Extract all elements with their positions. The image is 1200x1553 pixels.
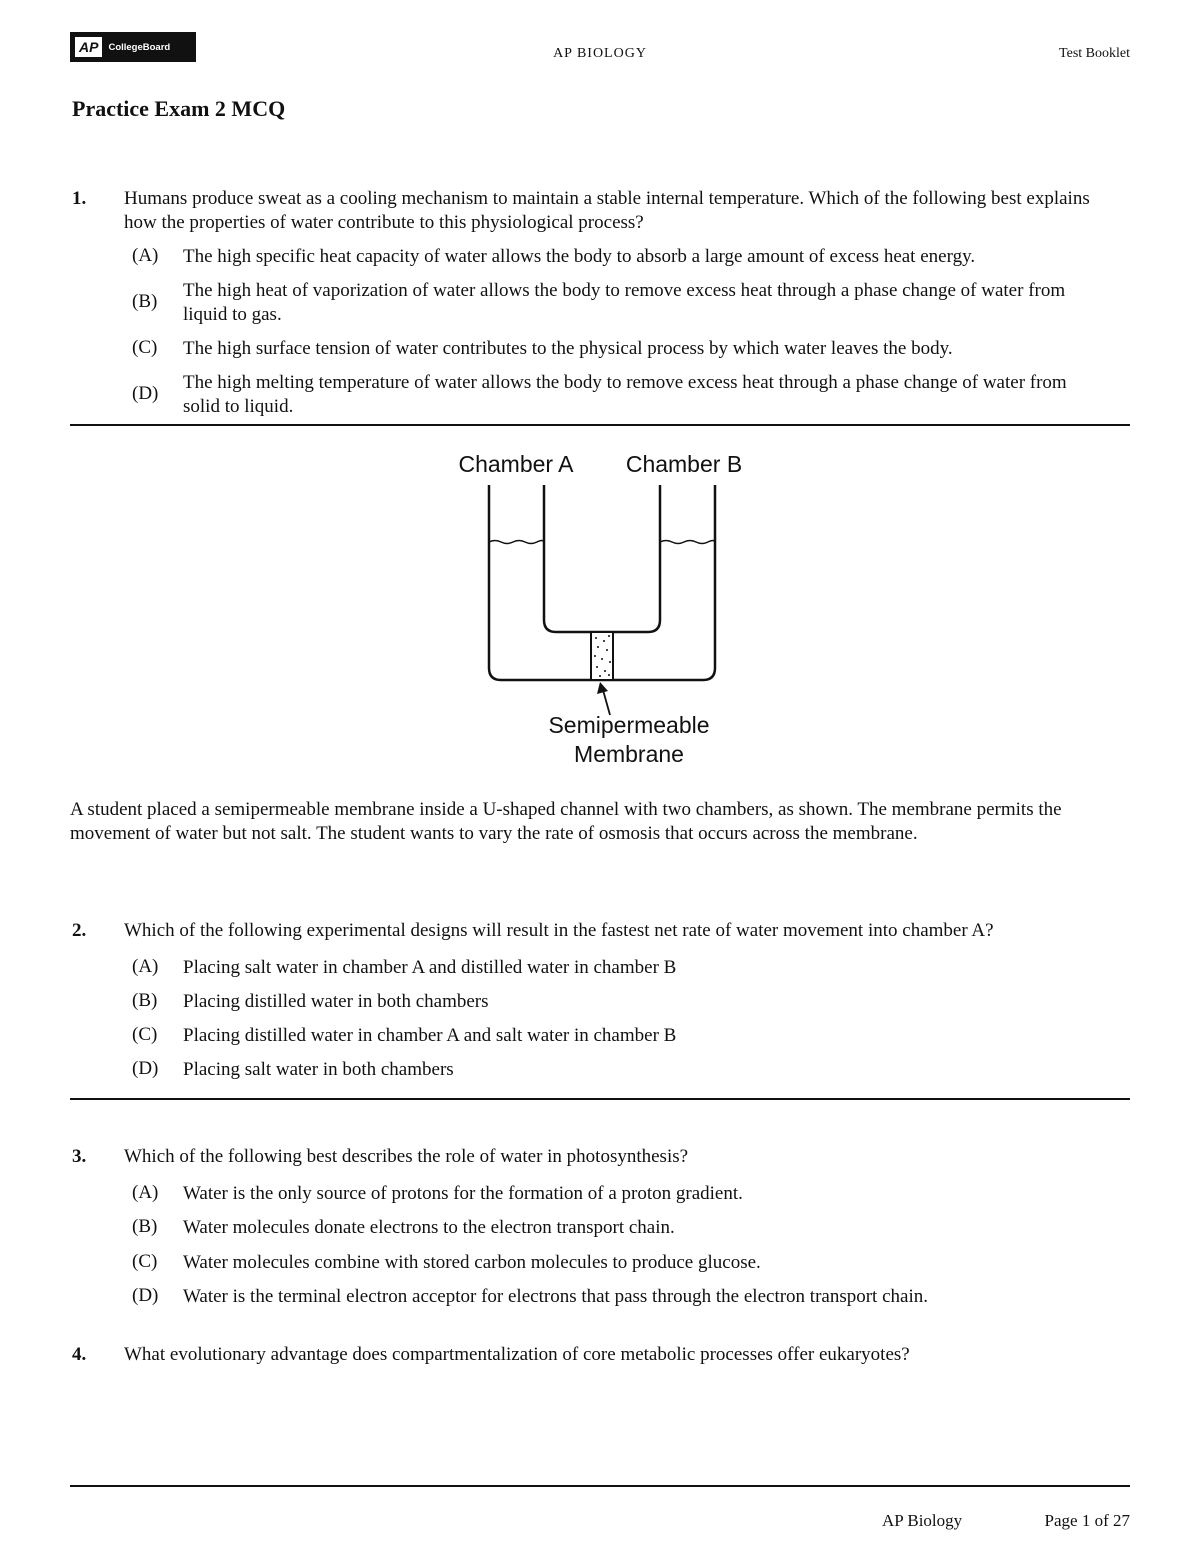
header-booklet: Test Booklet xyxy=(1059,46,1130,61)
section-divider xyxy=(70,1098,1130,1100)
q1-option-a-text[interactable]: The high specific heat capacity of water allows the body to absorb a large amount of excess heat energy. xyxy=(183,246,976,267)
membrane-label-line2: Membrane xyxy=(574,741,684,767)
q3-option-d-letter[interactable]: (D) xyxy=(132,1285,159,1306)
chamber-b-water-level xyxy=(660,541,715,544)
q1-option-d-letter[interactable]: (D) xyxy=(132,383,159,404)
q2-option-d-text[interactable]: Placing salt water in both chambers xyxy=(183,1059,454,1080)
q2-option-a-text[interactable]: Placing salt water in chamber A and distilled water in chamber B xyxy=(183,957,677,978)
question-4-number: 4. xyxy=(72,1344,87,1365)
q1-option-a-letter[interactable]: (A) xyxy=(132,245,159,266)
q3-option-b-text[interactable]: Water molecules donate electrons to the electron transport chain. xyxy=(183,1217,675,1238)
question-2-text: Which of the following experimental designs will result in the fastest net rate of water movement into chamber A? xyxy=(124,920,994,941)
q3-option-a-letter[interactable]: (A) xyxy=(132,1182,159,1203)
ap-logo-mark: AP xyxy=(75,37,102,57)
q3-option-c-letter[interactable]: (C) xyxy=(132,1251,158,1272)
q2-option-b-text[interactable]: Placing distilled water in both chambers xyxy=(183,991,489,1012)
q3-option-c-text[interactable]: Water molecules combine with stored carbon molecules to produce glucose. xyxy=(183,1252,761,1273)
question-1-text: Humans produce sweat as a cooling mechanism to maintain a stable internal temperature. Which of the following best explains how the properties of water contribute to this physiological process? xyxy=(124,188,1090,233)
chamber-a-label: Chamber A xyxy=(458,451,574,477)
q1-option-c-text[interactable]: The high surface tension of water contributes to the physical process by which water leaves the body. xyxy=(183,338,953,359)
question-3-text: Which of the following best describes the role of water in photosynthesis? xyxy=(124,1146,689,1167)
stimulus-text: A student placed a semipermeable membrane inside a U-shaped channel with two chambers, as shown. The membrane permits the movement of water but not salt. The student wants to vary the rate of osmosis that occurs across the membrane. xyxy=(70,799,1062,844)
u-tube-diagram xyxy=(440,440,770,780)
q2-option-a-letter[interactable]: (A) xyxy=(132,956,159,977)
college-board-wordmark: CollegeBoard xyxy=(108,41,171,53)
question-4-text: What evolutionary advantage does compartmentalization of core metabolic processes offer eukaryotes? xyxy=(124,1344,910,1365)
footer-subject: AP Biology xyxy=(882,1511,963,1530)
q2-option-d-letter[interactable]: (D) xyxy=(132,1058,159,1079)
question-2-number: 2. xyxy=(72,920,87,941)
membrane-label-line1: Semipermeable xyxy=(548,712,710,738)
q3-option-b-letter[interactable]: (B) xyxy=(132,1216,158,1237)
q1-option-d-text[interactable]: The high melting temperature of water allows the body to remove excess heat through a phase change of water from solid to liquid. xyxy=(183,372,1067,417)
page-number: Page 1 of 27 xyxy=(1044,1511,1130,1530)
section-divider xyxy=(70,424,1130,426)
membrane-arrow-head xyxy=(597,682,608,694)
page-title: Practice Exam 2 MCQ xyxy=(72,96,286,121)
q2-option-c-text[interactable]: Placing distilled water in chamber A and salt water in chamber B xyxy=(183,1025,677,1046)
question-3-number: 3. xyxy=(72,1146,87,1167)
q1-option-b-letter[interactable]: (B) xyxy=(132,291,158,312)
footer-divider xyxy=(70,1485,1130,1487)
q1-option-b-text[interactable]: The high heat of vaporization of water allows the body to remove excess heat through a phase change of water from liquid to gas. xyxy=(183,280,1066,325)
header-subject: AP BIOLOGY xyxy=(553,46,647,61)
q2-option-b-letter[interactable]: (B) xyxy=(132,990,158,1011)
q3-option-d-text[interactable]: Water is the terminal electron acceptor for electrons that pass through the electron transport chain. xyxy=(183,1286,928,1307)
q2-option-c-letter[interactable]: (C) xyxy=(132,1024,158,1045)
chamber-a-water-level xyxy=(489,541,544,544)
u-tube-inner-wall xyxy=(544,485,660,632)
chamber-b-label: Chamber B xyxy=(625,451,743,477)
question-1-number: 1. xyxy=(72,188,87,209)
q1-option-c-letter[interactable]: (C) xyxy=(132,337,158,358)
q3-option-a-text[interactable]: Water is the only source of protons for the formation of a proton gradient. xyxy=(183,1183,743,1204)
